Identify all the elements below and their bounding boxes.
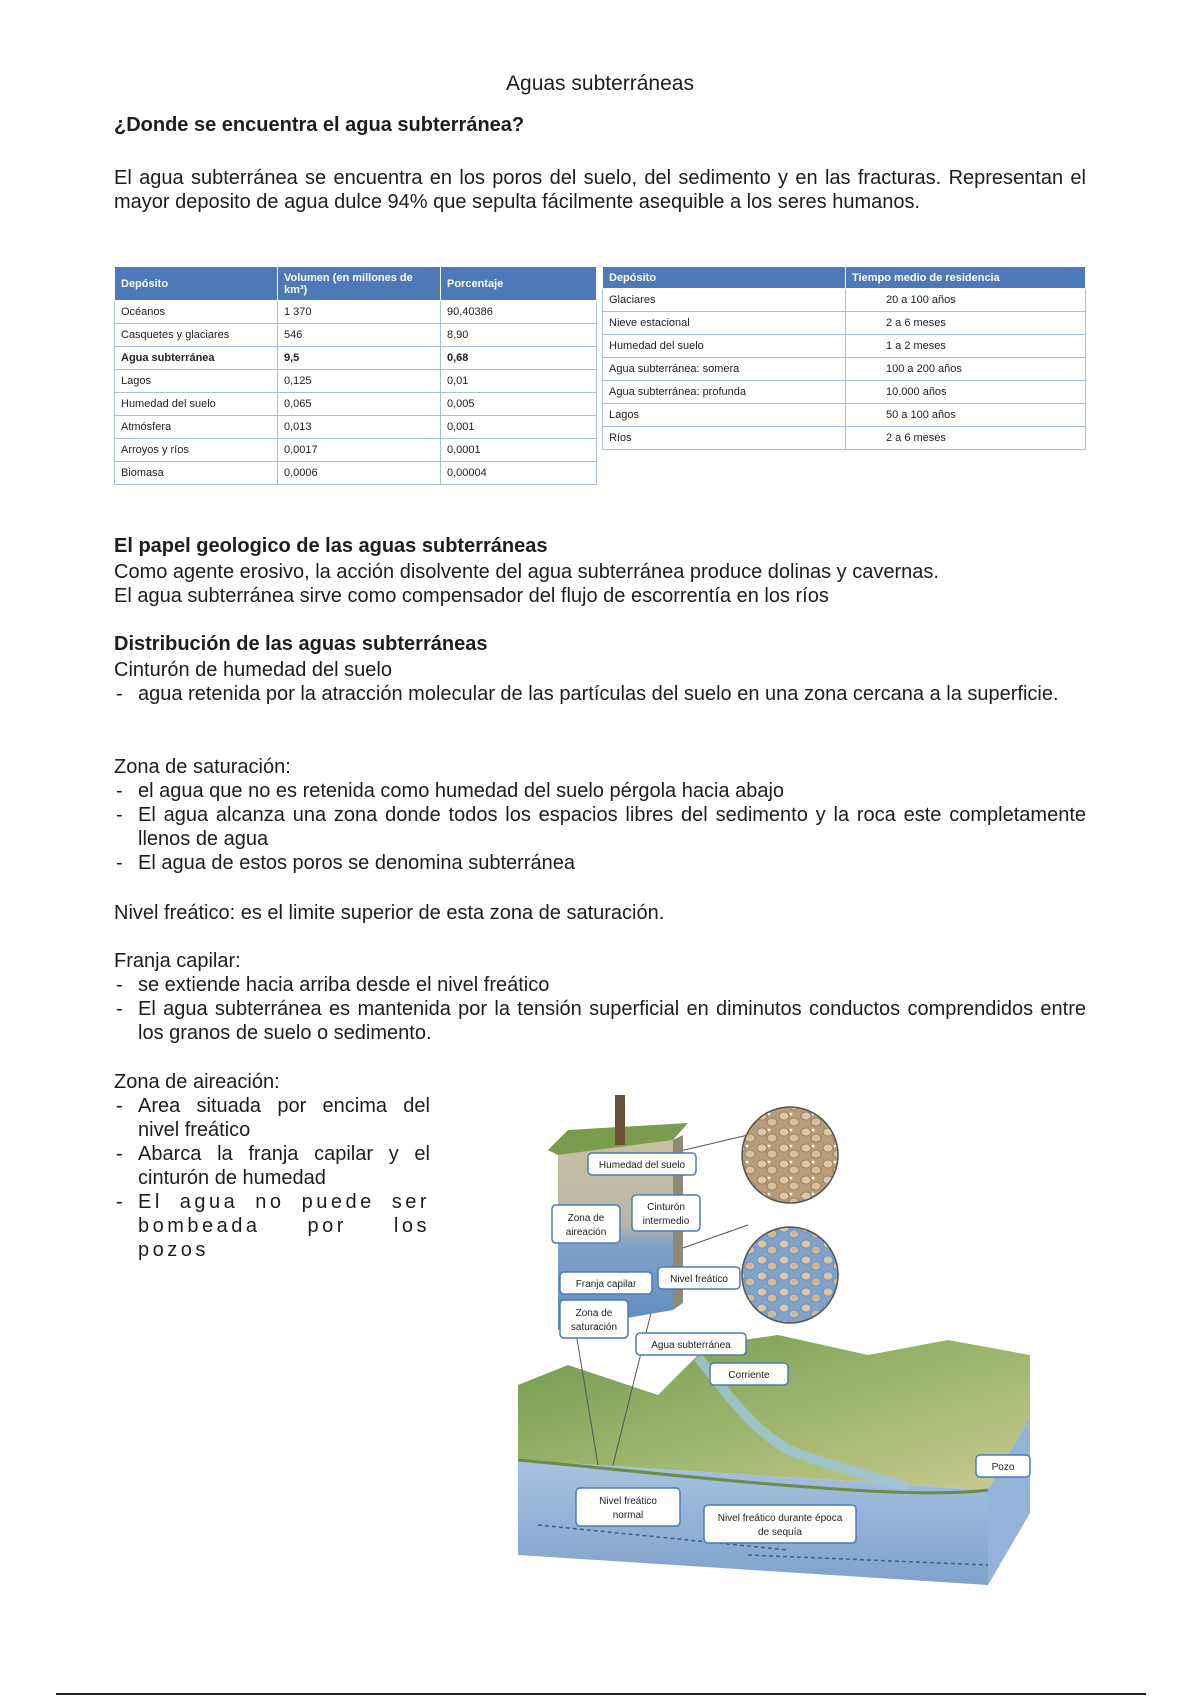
cell: Lagos xyxy=(603,404,846,427)
cell: Agua subterránea: somera xyxy=(603,358,846,381)
cell: 0,005 xyxy=(441,393,597,416)
cell: Agua subterránea: profunda xyxy=(603,381,846,404)
svg-text:Pozo: Pozo xyxy=(991,1462,1015,1473)
cell: 0,0017 xyxy=(278,439,441,462)
pore-magnifier-dry xyxy=(742,1107,838,1203)
list-item: - Area situada por encima del nivel freático xyxy=(114,1094,430,1142)
cell: 8,90 xyxy=(441,324,597,347)
label-humedad-suelo xyxy=(588,1153,696,1175)
cell: 90,40386 xyxy=(441,301,597,324)
table-row xyxy=(115,462,597,485)
residence-table xyxy=(602,266,1086,450)
cell: Nieve estacional xyxy=(603,312,846,335)
cell: 0,0001 xyxy=(441,439,597,462)
header-cell: Volumen (en millones de km³) xyxy=(278,267,441,301)
table-row xyxy=(603,427,1086,450)
cell: 50 a 100 años xyxy=(846,404,1086,427)
header-cell: Depósito xyxy=(603,267,846,289)
cell: 0,013 xyxy=(278,416,441,439)
svg-text:Cinturón: Cinturón xyxy=(647,1202,685,1213)
cell: Lagos xyxy=(115,370,278,393)
cell: 0,001 xyxy=(441,416,597,439)
label-nivel-freatico-normal xyxy=(576,1488,680,1526)
svg-text:Zona de: Zona de xyxy=(567,1213,605,1224)
label-zona-saturacion xyxy=(560,1300,628,1338)
list-item: - se extiende hacia arriba desde el nivel freático xyxy=(114,973,1086,997)
table-row xyxy=(115,347,597,370)
label-franja-capilar xyxy=(560,1272,652,1294)
label-pozo xyxy=(976,1455,1030,1477)
aireacion-title: Zona de aireación: xyxy=(114,1071,280,1093)
nivel-freatico-text: Nivel freático: es el limite superior de esta zona de saturación. xyxy=(114,902,665,924)
volume-table xyxy=(114,266,597,485)
svg-text:Zona de: Zona de xyxy=(575,1308,613,1319)
cell: Biomasa xyxy=(115,462,278,485)
tree-trunk xyxy=(615,1095,625,1145)
cell: Atmósfera xyxy=(115,416,278,439)
cell: 0,0006 xyxy=(278,462,441,485)
volume-table-header xyxy=(115,267,597,301)
header-cell: Porcentaje xyxy=(441,267,597,301)
cell: Humedad del suelo xyxy=(115,393,278,416)
list-item: - Abarca la franja capilar y el cinturón de humedad xyxy=(114,1142,430,1190)
table-row xyxy=(603,312,1086,335)
table-row xyxy=(603,289,1086,312)
cell: 0,00004 xyxy=(441,462,597,485)
section-heading-donde: ¿Donde se encuentra el agua subterránea? xyxy=(114,114,525,136)
cell: 1 370 xyxy=(278,301,441,324)
cell: Ríos xyxy=(603,427,846,450)
footer-rule xyxy=(56,1693,1146,1695)
cinturon-title: Cinturón de humedad del suelo xyxy=(114,659,392,681)
cell: Humedad del suelo xyxy=(603,335,846,358)
cell: 1 a 2 meses xyxy=(846,335,1086,358)
table-row xyxy=(115,301,597,324)
svg-text:normal: normal xyxy=(612,1510,644,1521)
cinturon-list xyxy=(114,682,1086,706)
papel-line-1: Como agente erosivo, la acción disolvente del agua subterránea produce dolinas y cavernas. xyxy=(114,561,939,583)
cell: Arroyos y ríos xyxy=(115,439,278,462)
label-nivel-freatico xyxy=(658,1267,740,1289)
cell: 0,01 xyxy=(441,370,597,393)
section-heading-distribucion: Distribución de las aguas subterráneas xyxy=(114,633,488,655)
cell: Agua subterránea xyxy=(115,347,278,370)
svg-text:saturación: saturación xyxy=(570,1322,618,1333)
svg-text:Nivel freático durante época: Nivel freático durante época xyxy=(717,1513,843,1524)
label-corriente xyxy=(710,1363,788,1385)
section-paragraph-donde: El agua subterránea se encuentra en los poros del suelo, del sedimento y en las fracturas. Representan el mayor deposito de agua dulce 94% que sepulta fácilmente asequible a los seres humanos. xyxy=(114,167,1086,213)
list-item: - El agua no puede ser bombeada por los pozos xyxy=(114,1190,430,1262)
list-item: - El agua alcanza una zona donde todos los espacios libres del sedimento y la roca este completamente llenos de agua xyxy=(114,803,1086,851)
aireacion-list xyxy=(114,1094,430,1262)
list-item: - agua retenida por la atracción molecular de las partículas del suelo en una zona cercana a la superficie. xyxy=(114,682,1086,706)
cell: 10.000 años xyxy=(846,381,1086,404)
svg-text:Corriente: Corriente xyxy=(728,1370,770,1381)
header-cell: Tiempo medio de residencia xyxy=(846,267,1086,289)
residence-table-header xyxy=(603,267,1086,289)
svg-text:Franja capilar: Franja capilar xyxy=(575,1279,637,1290)
label-agua-subterranea xyxy=(636,1333,746,1355)
header-cell: Depósito xyxy=(115,267,278,301)
saturacion-list xyxy=(114,779,1086,875)
papel-line-2: El agua subterránea sirve como compensador del flujo de escorrentía en los ríos xyxy=(114,585,829,607)
cell: 2 a 6 meses xyxy=(846,312,1086,335)
franja-title: Franja capilar: xyxy=(114,950,241,972)
table-row xyxy=(603,381,1086,404)
cell: Océanos xyxy=(115,301,278,324)
svg-text:Nivel freático: Nivel freático xyxy=(599,1496,657,1507)
cell: 0,68 xyxy=(441,347,597,370)
list-item: - El agua de estos poros se denomina subterránea xyxy=(114,851,1086,875)
label-cinturon-intermedio xyxy=(632,1195,700,1231)
svg-text:Nivel freático: Nivel freático xyxy=(670,1274,728,1285)
section-heading-papel: El papel geologico de las aguas subterráneas xyxy=(114,535,548,557)
cell: 20 a 100 años xyxy=(846,289,1086,312)
table-row xyxy=(115,416,597,439)
svg-text:Humedad del suelo: Humedad del suelo xyxy=(598,1160,686,1171)
list-item: - el agua que no es retenida como humedad del suelo pérgola hacia abajo xyxy=(114,779,1086,803)
table-row xyxy=(115,393,597,416)
cell: 0,125 xyxy=(278,370,441,393)
document-title: Aguas subterráneas xyxy=(506,72,694,95)
saturacion-title: Zona de saturación: xyxy=(114,756,291,778)
cell: 0,065 xyxy=(278,393,441,416)
table-row xyxy=(115,439,597,462)
cell: 546 xyxy=(278,324,441,347)
cell: 9,5 xyxy=(278,347,441,370)
label-zona-aireacion xyxy=(552,1205,620,1243)
table-row xyxy=(603,404,1086,427)
label-nivel-freatico-sequia xyxy=(704,1505,856,1543)
svg-text:de sequía: de sequía xyxy=(758,1527,802,1538)
table-row xyxy=(115,324,597,347)
svg-text:intermedio: intermedio xyxy=(642,1216,690,1227)
groundwater-diagram xyxy=(448,1095,1056,1595)
svg-text:aireación: aireación xyxy=(565,1227,607,1238)
cell: Glaciares xyxy=(603,289,846,312)
cell: Casquetes y glaciares xyxy=(115,324,278,347)
pore-magnifier-saturated xyxy=(742,1227,838,1323)
cell: 2 a 6 meses xyxy=(846,427,1086,450)
table-row xyxy=(603,358,1086,381)
cell: 100 a 200 años xyxy=(846,358,1086,381)
svg-text:Agua subterránea: Agua subterránea xyxy=(651,1340,731,1351)
table-row xyxy=(115,370,597,393)
franja-list xyxy=(114,973,1086,1045)
list-item: - El agua subterránea es mantenida por la tensión superficial en diminutos conductos comprendidos entre los granos de suelo o sedimento. xyxy=(114,997,1086,1045)
table-row xyxy=(603,335,1086,358)
